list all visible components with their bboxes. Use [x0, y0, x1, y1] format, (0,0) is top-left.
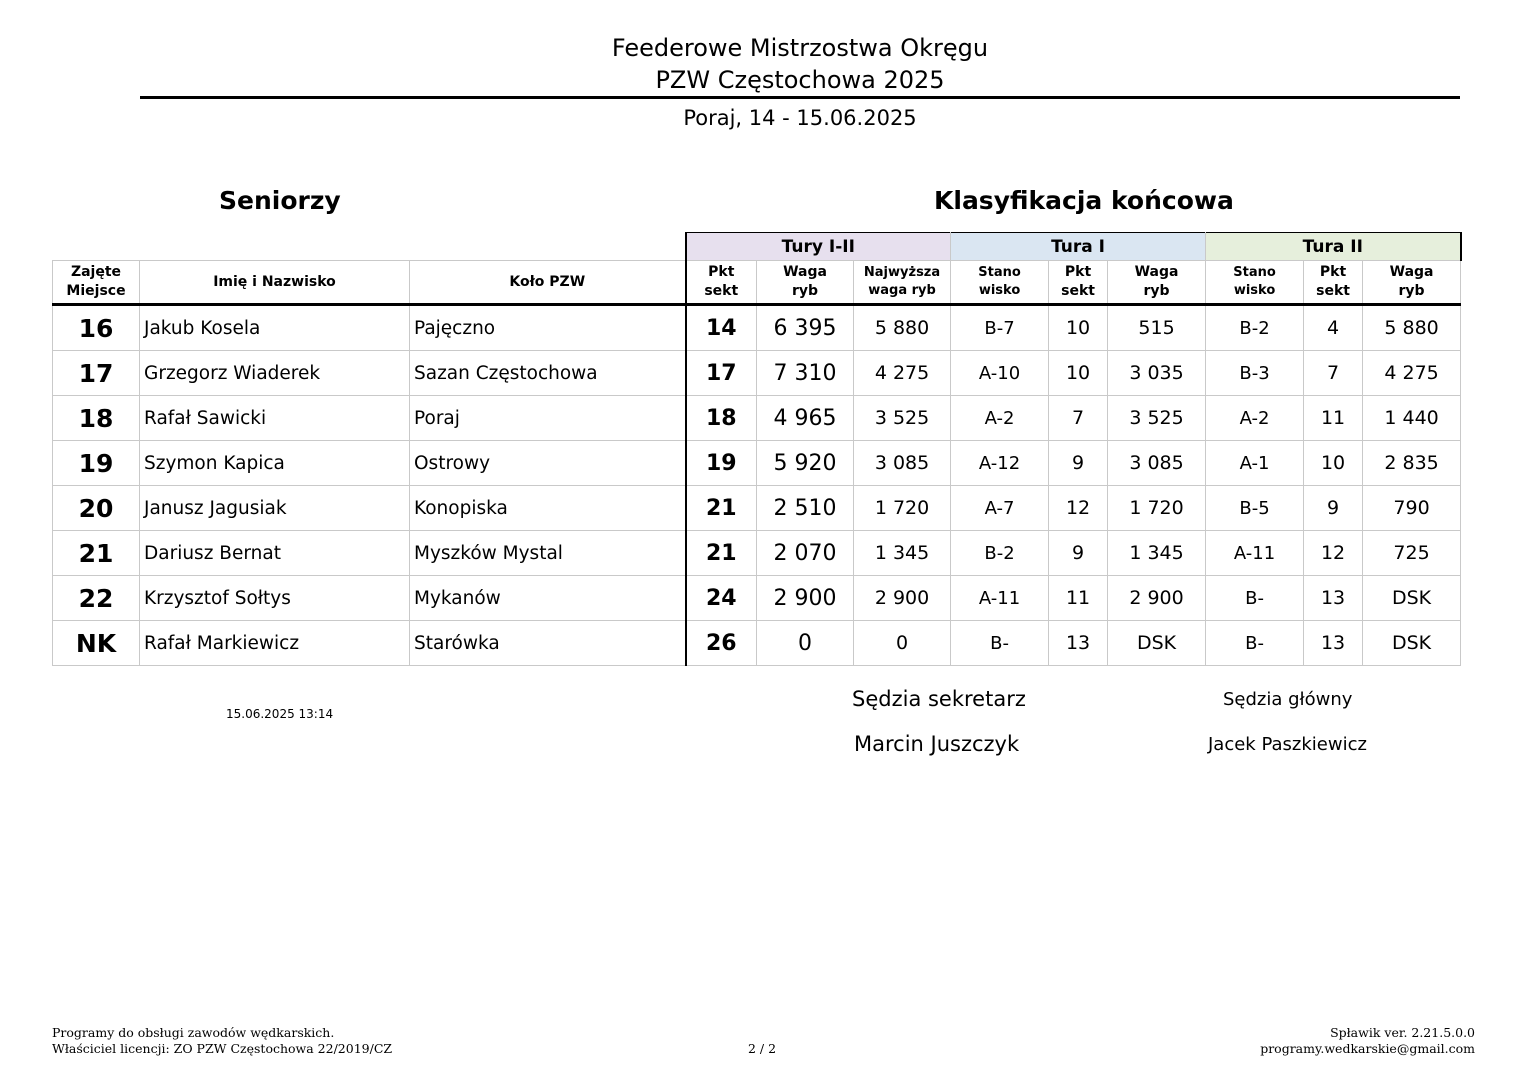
table-row — [53, 621, 1461, 666]
cell-t1-waga: 1 720 — [1108, 486, 1206, 531]
cell-t1-waga: 3 525 — [1108, 396, 1206, 441]
cell-t2-waga: 4 275 — [1363, 351, 1461, 396]
cell-t1-waga: 3 085 — [1108, 441, 1206, 486]
cell-pkt: 24 — [686, 576, 757, 621]
cell-t1-waga: 3 035 — [1108, 351, 1206, 396]
cell-name: Dariusz Bernat — [140, 531, 410, 576]
document-title: Feederowe Mistrzostwa Okręgu — [611, 34, 989, 62]
cell-club: Starówka — [410, 621, 686, 666]
cell-t2-stano: A-11 — [1206, 531, 1304, 576]
group-tura2: Tura II — [1206, 233, 1461, 261]
cell-t1-pkt: 10 — [1049, 351, 1108, 396]
cell-t1-stano: B- — [951, 621, 1049, 666]
col-t2-pkt: Pkt sekt — [1304, 261, 1363, 305]
cell-t1-waga: 2 900 — [1108, 576, 1206, 621]
footer-program: Programy do obsługi zawodów wędkarskich. — [52, 1025, 335, 1040]
cell-t1-stano: B-2 — [951, 531, 1049, 576]
col-t1-stano: Stano wisko — [951, 261, 1049, 305]
cell-club: Poraj — [410, 396, 686, 441]
footer-right — [1260, 1025, 1475, 1057]
cell-pkt: 19 — [686, 441, 757, 486]
cell-t2-pkt: 10 — [1304, 441, 1363, 486]
cell-name: Jakub Kosela — [140, 305, 410, 351]
col-t1-pkt: Pkt sekt — [1049, 261, 1108, 305]
secretary-name: Marcin Juszczyk — [854, 732, 1020, 756]
cell-pkt: 21 — [686, 531, 757, 576]
chief-judge-name: Jacek Paszkiewicz — [1208, 734, 1367, 755]
cell-club: Sazan Częstochowa — [410, 351, 686, 396]
cell-place: 21 — [53, 531, 140, 576]
cell-max: 1 345 — [854, 531, 951, 576]
cell-t1-stano: A-10 — [951, 351, 1049, 396]
classification-heading: Klasyfikacja końcowa — [934, 186, 1234, 215]
cell-pkt: 26 — [686, 621, 757, 666]
results-table — [52, 232, 1462, 666]
cell-t2-stano: B-2 — [1206, 305, 1304, 351]
cell-t2-waga: 5 880 — [1363, 305, 1461, 351]
cell-t2-stano: B-5 — [1206, 486, 1304, 531]
col-max: Najwyższa waga ryb — [854, 261, 951, 305]
document-subtitle: PZW Częstochowa 2025 — [655, 66, 945, 94]
cell-place: 22 — [53, 576, 140, 621]
col-t2-waga: Waga ryb — [1363, 261, 1461, 305]
cell-pkt: 21 — [686, 486, 757, 531]
cell-t1-pkt: 12 — [1049, 486, 1108, 531]
group-tura1: Tura I — [951, 233, 1206, 261]
col-t2-stano: Stano wisko — [1206, 261, 1304, 305]
cell-club: Ostrowy — [410, 441, 686, 486]
cell-max: 1 720 — [854, 486, 951, 531]
col-waga: Waga ryb — [757, 261, 854, 305]
cell-t2-waga: DSK — [1363, 621, 1461, 666]
col-name: Imię i Nazwisko — [140, 261, 410, 305]
cell-name: Janusz Jagusiak — [140, 486, 410, 531]
table-row — [53, 351, 1461, 396]
cell-waga: 6 395 — [757, 305, 854, 351]
table-row — [53, 396, 1461, 441]
cell-t2-pkt: 13 — [1304, 576, 1363, 621]
print-timestamp: 15.06.2025 13:14 — [226, 707, 334, 721]
location-date: Poraj, 14 - 15.06.2025 — [683, 106, 917, 130]
cell-pkt: 17 — [686, 351, 757, 396]
cell-name: Rafał Sawicki — [140, 396, 410, 441]
category-heading: Seniorzy — [219, 186, 341, 215]
cell-t1-stano: A-11 — [951, 576, 1049, 621]
cell-max: 4 275 — [854, 351, 951, 396]
cell-t2-pkt: 12 — [1304, 531, 1363, 576]
cell-name: Grzegorz Wiaderek — [140, 351, 410, 396]
col-t1-waga: Waga ryb — [1108, 261, 1206, 305]
cell-t2-pkt: 13 — [1304, 621, 1363, 666]
page-number: 2 / 2 — [748, 1041, 777, 1056]
column-header-row — [53, 261, 1461, 305]
cell-t2-waga: 2 835 — [1363, 441, 1461, 486]
table-row — [53, 576, 1461, 621]
cell-t1-waga: 515 — [1108, 305, 1206, 351]
cell-club: Pajęczno — [410, 305, 686, 351]
col-club: Koło PZW — [410, 261, 686, 305]
cell-t1-waga: DSK — [1108, 621, 1206, 666]
footer-license: Właściciel licencji: ZO PZW Częstochowa 22/2019/CZ — [52, 1041, 393, 1056]
cell-t2-pkt: 11 — [1304, 396, 1363, 441]
cell-t2-stano: A-2 — [1206, 396, 1304, 441]
cell-club: Mykanów — [410, 576, 686, 621]
cell-max: 5 880 — [854, 305, 951, 351]
cell-waga: 2 900 — [757, 576, 854, 621]
chief-judge-label: Sędzia główny — [1223, 689, 1353, 710]
group-tury: Tury I-II — [686, 233, 951, 261]
cell-club: Konopiska — [410, 486, 686, 531]
footer-left — [52, 1025, 392, 1057]
cell-max: 3 085 — [854, 441, 951, 486]
cell-t1-stano: A-7 — [951, 486, 1049, 531]
cell-max: 3 525 — [854, 396, 951, 441]
cell-waga: 0 — [757, 621, 854, 666]
cell-t2-waga: 725 — [1363, 531, 1461, 576]
cell-waga: 2 510 — [757, 486, 854, 531]
cell-pkt: 18 — [686, 396, 757, 441]
cell-t1-stano: A-2 — [951, 396, 1049, 441]
cell-place: 18 — [53, 396, 140, 441]
table-row — [53, 531, 1461, 576]
table-row — [53, 441, 1461, 486]
footer-email: programy.wedkarskie@gmail.com — [1260, 1041, 1475, 1056]
cell-t2-pkt: 9 — [1304, 486, 1363, 531]
cell-waga: 5 920 — [757, 441, 854, 486]
secretary-label: Sędzia sekretarz — [852, 687, 1026, 711]
cell-t2-stano: B- — [1206, 621, 1304, 666]
footer-version: Spławik ver. 2.21.5.0.0 — [1330, 1025, 1475, 1040]
cell-t1-pkt: 10 — [1049, 305, 1108, 351]
cell-t1-pkt: 9 — [1049, 531, 1108, 576]
cell-place: 20 — [53, 486, 140, 531]
cell-pkt: 14 — [686, 305, 757, 351]
cell-waga: 4 965 — [757, 396, 854, 441]
cell-name: Krzysztof Sołtys — [140, 576, 410, 621]
cell-t2-waga: 1 440 — [1363, 396, 1461, 441]
cell-waga: 2 070 — [757, 531, 854, 576]
cell-t1-pkt: 13 — [1049, 621, 1108, 666]
cell-t2-waga: 790 — [1363, 486, 1461, 531]
cell-waga: 7 310 — [757, 351, 854, 396]
results-body — [53, 305, 1461, 666]
cell-t2-stano: B- — [1206, 576, 1304, 621]
col-place: Zajęte Miejsce — [53, 261, 140, 305]
cell-place: NK — [53, 621, 140, 666]
cell-club: Myszków Mystal — [410, 531, 686, 576]
table-row — [53, 486, 1461, 531]
cell-name: Szymon Kapica — [140, 441, 410, 486]
cell-t1-pkt: 9 — [1049, 441, 1108, 486]
cell-t1-pkt: 11 — [1049, 576, 1108, 621]
col-pkt: Pkt sekt — [686, 261, 757, 305]
group-header-row — [53, 233, 1461, 261]
cell-max: 0 — [854, 621, 951, 666]
cell-t1-stano: A-12 — [951, 441, 1049, 486]
cell-t2-stano: A-1 — [1206, 441, 1304, 486]
cell-t1-stano: B-7 — [951, 305, 1049, 351]
cell-place: 17 — [53, 351, 140, 396]
cell-name: Rafał Markiewicz — [140, 621, 410, 666]
cell-place: 16 — [53, 305, 140, 351]
cell-t2-pkt: 4 — [1304, 305, 1363, 351]
title-divider — [140, 96, 1460, 99]
table-row — [53, 305, 1461, 351]
cell-t2-pkt: 7 — [1304, 351, 1363, 396]
cell-t1-pkt: 7 — [1049, 396, 1108, 441]
cell-t1-waga: 1 345 — [1108, 531, 1206, 576]
cell-place: 19 — [53, 441, 140, 486]
cell-max: 2 900 — [854, 576, 951, 621]
cell-t2-waga: DSK — [1363, 576, 1461, 621]
cell-t2-stano: B-3 — [1206, 351, 1304, 396]
